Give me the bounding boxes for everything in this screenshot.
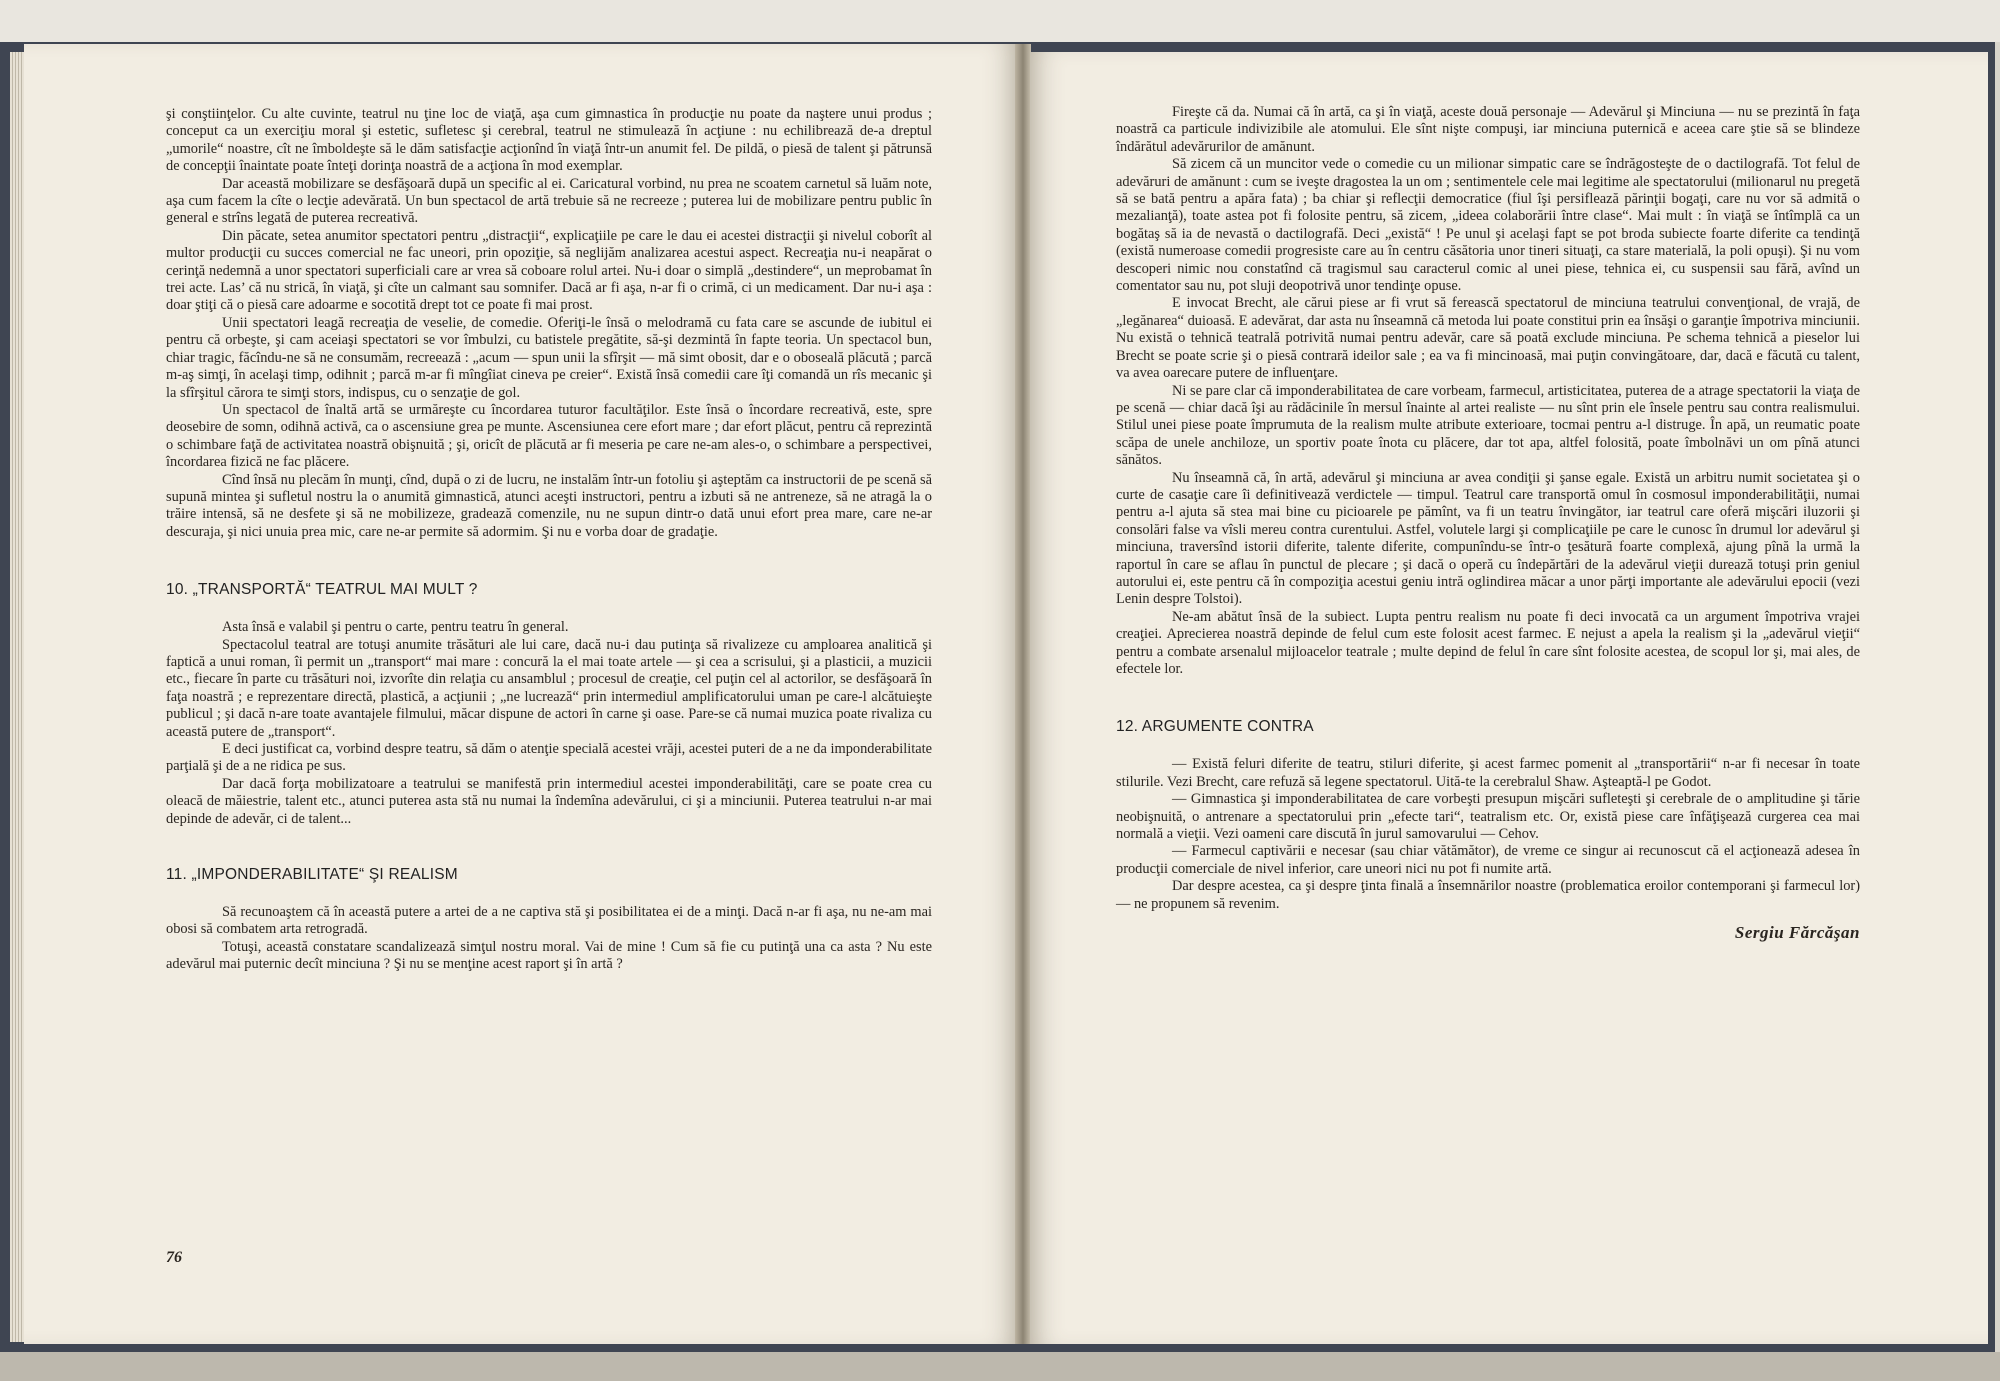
right-page [1030, 52, 1988, 1344]
paragraph: — Există feluri diferite de teatru, stiluri diferite, şi acest farmec pomenit al „transportării“ n-ar fi necesar în toate stilurile. Vezi Brecht, care refuză să legene spectatorul. Uită-te la cerebralul Shaw. Aşteaptă-l pe Godot. [1116, 756, 1860, 790]
paragraph: — Gimnastica şi imponderabilitatea de care vorbeşti presupun mişcări sufleteşti şi cerebrale de o amplitudine şi tărie neobişnuită, o antrenare a spectatorului prin „efecte tari“, teatralism etc. Or, există piese care înfăţişează curgerea cea mai normală a vieţii. Vezi oameni care discută în jurul samovarului — Cehov. [1116, 791, 1860, 843]
section-11-heading: 11. „IMPONDERABILITATE“ ŞI REALISM [166, 866, 458, 884]
paragraph: Din păcate, setea anumitor spectatori pentru „distracţii“, explicaţiile pe care le dau ei acestei distracţii şi nivelul coborît al multor producţii cu succes comercial ne fac uneori, prin opoziţie, să neglijăm analizarea acestui aspect. Recreaţia nu-i neapărat o cerinţă nedemnă a unor spectatori superficiali care ar vrea să coboare rolul artei. Nu-i doar o simplă „destindere“, un meprobamat în trei acte. Las’ că nu strică, în viaţă, şi cîte un calmant sau somnifer. Dacă ar fi aşa, n-ar fi o crimă, ci un medicament. Dar nu-i aşa : doar ştiţi că o piesă care adoarme e socotită drept tot ce poate fi mai prost. [166, 227, 932, 314]
paragraph: — Farmecul captivării e necesar (sau chiar vătămător), de vreme ce singur ai recunoscut că el acţionează adesea în producţii comerciale de nivel inferior, care uneori nici nu pot fi numite artă. [1116, 843, 1860, 877]
paragraph: Cînd însă nu plecăm în munţi, cînd, după o zi de lucru, ne instalăm într-un fotoliu şi aşteptăm ca instructorii de pe scenă să supună mintea şi sufletul nostru la o anumită gimnastică, atunci aceşti instructori, pentru a izbuti să ne antreneze, să ne atragă la o trăire intensă, să ne desfete şi să ne mobilizeze, gradează comenzile, nu ne supun dintr-o dată unui efort prea mare, care ne-ar descuraja, şi nici unuia prea mic, care ne-ar permite să adormim. Şi nu e vorba doar de gradaţie. [166, 471, 932, 540]
paragraph: Spectacolul teatral are totuşi anumite trăsături ale lui care, dacă nu-i dau putinţa să rivalizeze cu amploarea analitică şi faptică a unui roman, îi permit un „transport“ mai mare : concură la el mai toate artele — şi cea a scrisului, şi a plasticii, a muzicii etc., fiecare în parte cu trăsături noi, izvorîte din relaţia cu ansamblul ; procesul de creaţie, cel puţin cel al actorilor, se desfăşoară în faţa noastră ; e reprezentare directă, plastică, a acţiunii ; „ne lucrează“ prin intermediul amplificatorului uman pe care-l alcătuieşte publicul ; şi dacă n-are toate avantajele filmului, măcar dispune de actori în carne şi oase. Pare-se că numai muzica poate rivaliza cu această putere de „transport“. [166, 636, 932, 740]
paragraph: Dar această mobilizare se desfăşoară după un specific al ei. Caricatural vorbind, nu prea ne scoatem carnetul să luăm note, aşa cum facem la cîte o lecţie adevărată. Un bun spectacol de artă trebuie să ne recreeze ; puterea lui de mobilizare pentru public în general e strîns legată de puterea recreativă. [166, 175, 932, 227]
paragraph: Totuşi, această constatare scandalizează simţul nostru moral. Vai de mine ! Cum să fie cu putinţă una ca asta ? Nu este adevărul mai puternic decît minciuna ? Şi nu se menţine acest raport şi în artă ? [166, 938, 932, 973]
background-top [0, 0, 2000, 42]
background-bottom [0, 1352, 2000, 1381]
paragraph: E invocat Brecht, ale cărui piese ar fi vrut să ferească spectatorul de minciuna teatrului convenţional, de vrajă, de „legănarea“ duioasă. E adevărat, dar asta nu înseamnă că metoda lui poate constitui prin ea însăşi o garanţie împotriva minciunii. Nu există o tehnică teatrală potrivită numai pentru adevăr, care să poată exclude minciuna. Pe schema tehnică a pieselor lui Brecht se poate scrie şi o piesă contrară ideilor sale ; ea va fi mincinoasă, mai puţin convingătoare, dar, dacă e făcută cu talent, va avea oarecare putere de influenţare. [1116, 295, 1860, 382]
paragraph: Dar despre acestea, ca şi despre ţinta finală a însemnărilor noastre (problematica eroilor contemporani şi farmecul lor) — ne propunem să revenim. [1116, 878, 1860, 912]
paragraph: Dar dacă forţa mobilizatoare a teatrului se manifestă prin intermediul acestei imponderabilităţi, care se poate crea cu oleacă de măiestrie, talent etc., atunci puterea asta stă nu numai la îndemîna adevărului, ci şi a minciunii. Puterea teatrului n-ar mai depinde de adevăr, ci de talent... [166, 775, 932, 827]
paragraph: şi conştiinţelor. Cu alte cuvinte, teatrul nu ţine loc de viaţă, aşa cum gimnastica în producţie nu poate da naştere unui produs ; conceput ca un exerciţiu moral şi estetic, sufletesc şi cerebral, teatrul ne stimulează în acţiune : nu echilibrează de-a dreptul „umorile“ noastre, cît ne îmboldeşte să le dăm satisfacţie acţionînd în viaţă într-un anumit fel. De pildă, o piesă de talent şi pătrunsă de concepţii înaintate poate înteţi dorinţa noastră de a acţiona în mod exemplar. [166, 106, 932, 175]
paragraph: Să recunoaştem că în această putere a artei de a ne captiva stă şi posibilitatea ei de a minţi. Dacă n-ar fi aşa, nu ne-am mai obosi să combatem arta retrogradă. [166, 904, 932, 938]
paragraph: Fireşte că da. Numai că în artă, ca şi în viaţă, aceste două personaje — Adevărul şi Minciuna — nu se prezintă în faţa noastră ca particule indivizibile ale atomului. Ele sînt nişte compuşi, iar minciuna puternică e aceea care ştie să se blindeze îndărătul adevărurilor de amănunt. [1116, 104, 1860, 155]
paragraph: E deci justificat ca, vorbind despre teatru, să dăm o atenţie specială acestei vrăji, acestei puteri de a ne da imponderabilitate parţială şi de a ne ridica pe sus. [166, 741, 932, 775]
paragraph: Ni se pare clar că imponderabilitatea de care vorbeam, farmecul, artisticitatea, puterea de a atrage spectatorii la viaţa de pe scenă — chiar dacă îşi au rădăcinile în mersul înainte al artei realiste — nu sînt prin ele însele pentru sau contra realismului. Stilul unei piese poate împrumuta de la realism multe atribute exterioare, tocmai pentru a-l distruge. În apă, un reumatic poate scăpa de unele anchiloze, un sportiv poate înota cu plăcere, dar tot apa, altfel folosită, poate îmbolnăvi un om pînă atunci sănătos. [1116, 382, 1860, 469]
paragraph: Asta însă e valabil şi pentru o carte, pentru teatru în general. [222, 619, 569, 636]
section-10-heading: 10. „TRANSPORTĂ“ TEATRUL MAI MULT ? [166, 581, 478, 599]
page-number: 76 [166, 1249, 182, 1266]
paragraph: Nu înseamnă că, în artă, adevărul şi minciuna ar avea condiţii şi şanse egale. Există un arbitru numit societatea şi o curte de casaţie care îi definitivează verdictele — timpul. Teatrul care transportă omul în cosmosul imponderabilităţii, numai pentru a-l ajuta să stea mai bine cu picioarele pe pămînt, va fi un teatru învingător, iar teatrul care oferă mişcări iluzorii şi consolări false va vîsli mereu contra curentului. Astfel, volutele largi şi complicaţiile pe care le cunosc în drumul lor adevărul şi minciuna, traversînd istorii diferite, talente diferite, compunîndu-se într-o ţesătură foarte complexă, ajung pînă la urmă la raportul în care se aflau în punctul de plecare ; şi dacă o operă cu îndepărtări de la adevărul vieţii durează totuşi prin geniul autorului ei, este pentru că în compoziţia acestui geniu intră oglindirea măcar a unor părţi importante ale adevărului epocii (vezi Lenin despre Tolstoi). [1116, 469, 1860, 608]
author-signature: Sergiu Fărcăşan [1734, 923, 1860, 943]
paragraph: Să zicem că un muncitor vede o comedie cu un milionar simpatic care se îndrăgosteşte de o dactilografă. Tot felul de adevăruri de amănunt : cum se iveşte dragostea la un om ; sentimentele cele mai legitime ale spectatorului (milionarul nu pregetă să se bată pentru a apăra fata) ; ba chiar şi reflecţii democratice (fiul îşi persiflează părinţii bogaţi, care nu vor să admită o mezalianţă), toate astea pot fi folosite pentru, să zicem, „ideea colaborării între clase“. Mai mult : în viaţă se întîmplă ca un bogătaş să ia de nevastă o dactilografă. Deci „există“ ! Pe unul şi acelaşi fapt se pot broda subiecte foarte diferite ca tendinţă (există numeroase comedii progresiste care au în centru căsătoria unor tineri situaţi, ca stare materială, la poli opuşi). Şi nu vom descoperi nimic nou constatînd că tragismul sau caracterul comic al unei piese, tehnica ei, cu suspensii sau fără, avînd un comentator sau nu, pot sluji deopotrivă unor tendinţe opuse. [1116, 156, 1860, 295]
paragraph: Ne-am abătut însă de la subiect. Lupta pentru realism nu poate fi deci invocată ca un argument împotriva vrajei creaţiei. Aprecierea noastră depinde de felul cum este folosit acest farmec. E nejust a apela la realism şi la „adevărul vieţii“ pentru a combate arsenalul mijloacelor teatrale ; multe depind de felul în care sînt folosite acestea, de scopul lor şi, mai ales, de efectele lor. [1116, 608, 1860, 677]
paragraph: Unii spectatori leagă recreaţia de veselie, de comedie. Oferiţi-le însă o melodramă cu fata care se ascunde de iubitul ei pentru că orbeşte, şi cam aceiaşi spectatori se vor îmbulzi, cu batistele pregătite, să-şi dezmintă în fapte teoria. Un spectacol bun, chiar tragic, făcîndu-ne să ne consumăm, recreează : „acum — spun unii la sfîrşit — mă simt obosit, dar e o oboseală plăcută ; parcă m-aş simţi, în acelaşi timp, odihnit ; parcă m-ar fi mîngîiat cineva pe creier“. Există însă comedii care îţi comandă un rîs mecanic şi la sfîrşitul cărora te simţi stors, indispus, cu o senzaţie de gol. [166, 314, 932, 401]
left-page [24, 44, 1017, 1344]
book-gutter [1015, 44, 1031, 1344]
paragraph: Un spectacol de înaltă artă se urmăreşte cu încordarea tuturor facultăţilor. Este însă o încordare recreativă, este, spre deosebire de somn, odihnă activă, ca o ascensiune grea pe munte. Ascensiunea cere efort mare ; dar efort plăcut, pentru că reprezintă o schimbare faţă de activitatea noastră obişnuită ; şi, oricît de plăcută ar fi meseria pe care ne-am ales-o, o schimbare a perspectivei, încordarea fizică ne fac plăcere. [166, 401, 932, 471]
section-12-heading: 12. ARGUMENTE CONTRA [1116, 718, 1314, 736]
